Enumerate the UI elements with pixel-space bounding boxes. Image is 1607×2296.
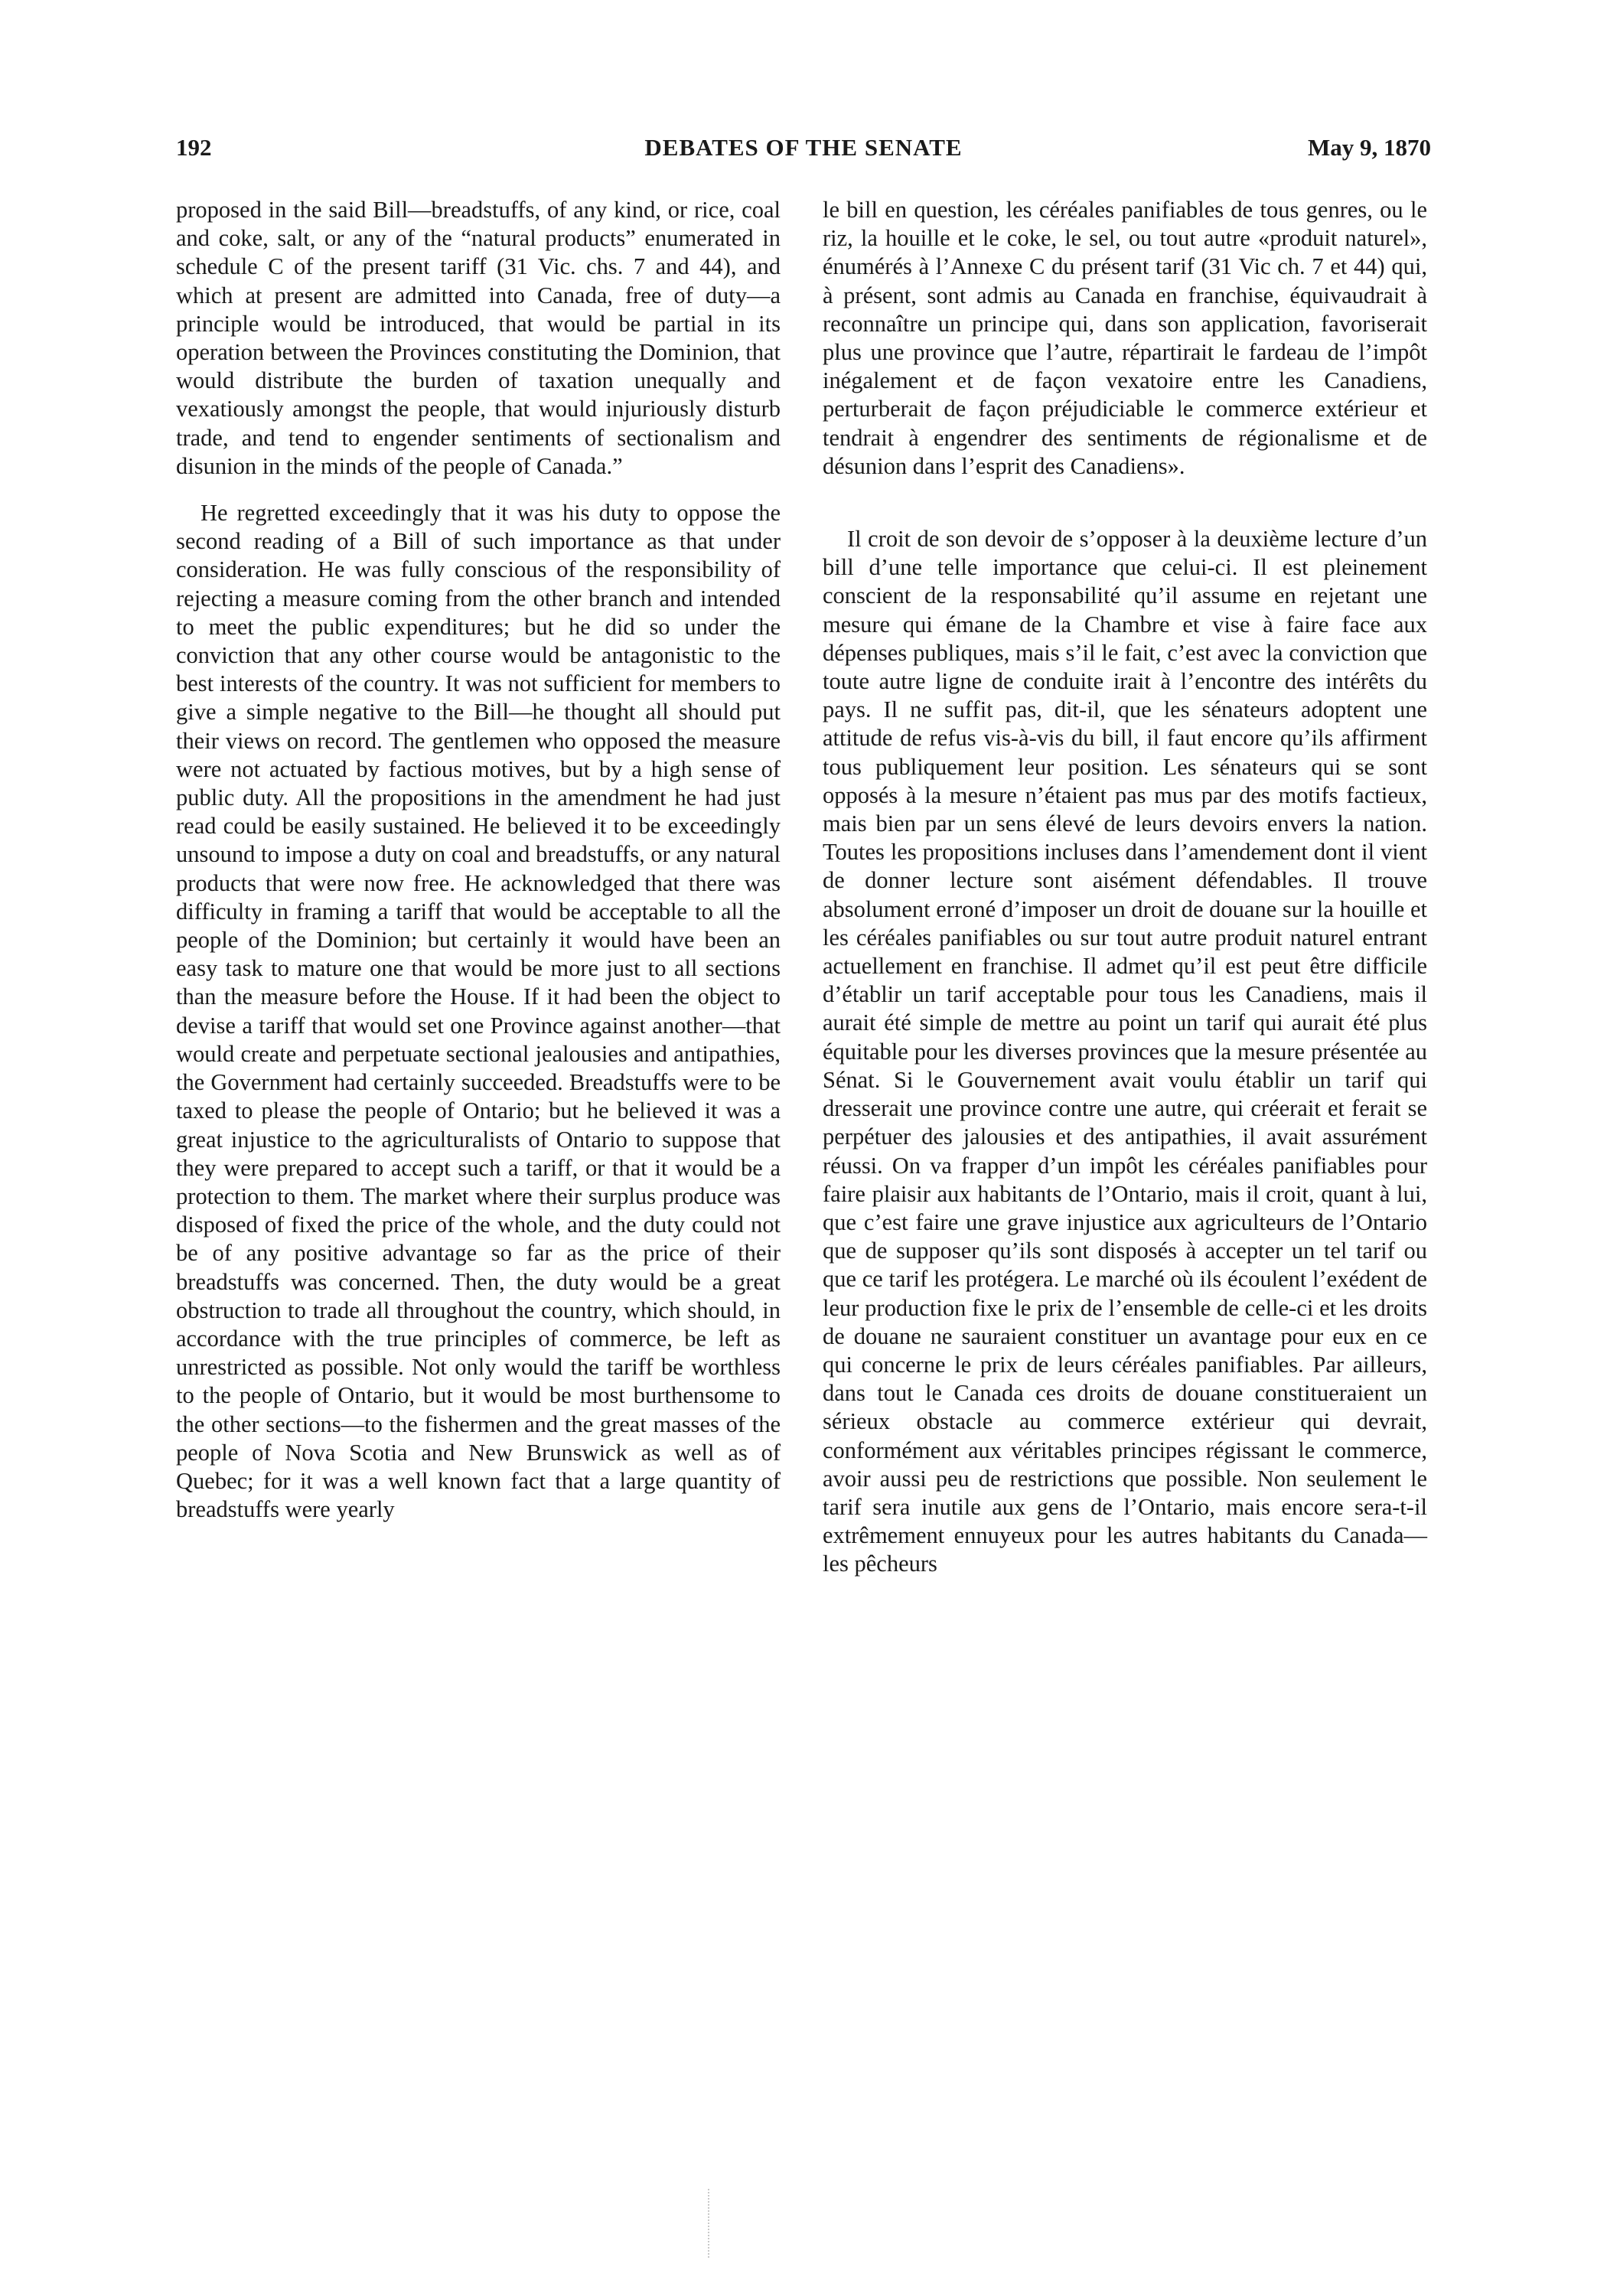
english-paragraph-2: He regretted exceedingly that it was his duty to oppose the second reading of a Bill of such importance as that under consideration. He was fully conscious of the responsibility of rejecting a measure coming from the other branch and intended to meet the public expenditures; but he did so under the conviction that any other course would be antagonistic to the best interests of the country. It was not sufficient for members to give a simple negative to the Bill—he thought all should put their views on record. The gentlemen who opposed the measure were not actuated by factious motives, but by a high sense of public duty. All the propositions in the amendment he had just read could be easily sustained. He believed it to be exceedingly unsound to impose a duty on coal and breadstuffs, or any natural products that were now free. He acknowledged that there was difficulty in framing a tariff that would be acceptable to all the people of the Dominion; but certainly it would have been an easy task to mature one that would be more just to all sections than the measure before the House. If it had been the object to devise a tariff that would set one Province against another—that would create and perpetuate sectional jealousies and antipathies, the Government had certainly succeeded. Breadstuffs were to be taxed to please the people of Ontario; but he believed it was a great injustice to the agriculturalists of Ontario to suppose that they were prepared to accept such a tariff, or that it would be a protection to them. The market where their surplus produce was disposed of fixed the price of the whole, and the duty could not be of any positive advantage so far as the price of their breadstuffs was concerned. Then, the duty would be a great obstruction to trade all throughout the country, which should, in accordance with the true principles of commerce, be left as unrestricted as possible. Not only would the tariff be worthless to the people of Ontario, but it would be most burthensome to the other sections—to the fishermen and the great masses of the people of Nova Scotia and New Brunswick as well as of Quebec; for it was a well known fact that a large quantity of breadstuffs were yearly xyxy=(176,500,781,1523)
page-header xyxy=(176,129,1431,167)
french-column xyxy=(823,196,1427,1579)
french-paragraph-2: Il croit de son devoir de s’opposer à la deuxième lecture d’un bill d’une telle importance que celui-ci. Il est pleinement conscient de la responsabilité qu’il assume en rejetant une mesure qui émane de la Chambre et vise à faire face aux dépenses publiques, mais s’il le fait, c’est avec la conviction que toute autre ligne de conduite irait à l’encontre des intérêts du pays. Il ne suffit pas, dit-il, que les sénateurs adoptent une attitude de refus vis-à-vis du bill, il faut encore qu’ils affirment tous publiquement leur position. Les sénateurs qui se sont opposés à la mesure n’étaient pas mus par des motifs factieux, mais bien par un sens élevé de leurs devoirs envers la nation. Toutes les propositions incluses dans l’amendement dont il vient de donner lecture sont aisément défendables. Il trouve absolument erroné d’imposer un droit de douane sur la houille et les céréales panifiables ou sur tout autre produit naturel entrant actuellement en franchise. Il admet qu’il est peut être difficile d’établir un tarif acceptable pour tous les Canadiens, mais il aurait été simple de mettre au point un tarif qui aurait été plus équitable pour les diverses provinces que la mesure présentée au Sénat. Si le Gouvernement avait voulu établir un tarif qui dresserait une province contre une autre, qui créerait et ferait se perpétuer des jalousies et des antipathies, il avait assurément réussi. On va frapper d’un impôt les céréales panifiables pour faire plaisir aux habitants de l’Ontario, mais il croit, quant à lui, que c’est faire une grave injustice aux agriculteurs de l’Ontario que de supposer qu’ils sont disposés à accepter un tel tarif ou que ce tarif les protégera. Le marché où ils écoulent l’exédent de leur production fixe le prix de l’ensemble de celle-ci et les droits de douane ne sauraient constituer un avantage pour eux en ce qui concerne le prix de leurs céréales panifiables. Par ailleurs, dans tout le Canada ces droits de douane constitueraient un sérieux obstacle au commerce extérieur qui devrait, conformément aux véritables principes régissant le commerce, avoir aussi peu de restrictions que possible. Non seulement le tarif sera inutile aux gens de l’Ontario, mais encore sera-t-il extrêmement ennuyeux pour les autres habitants du Canada—les pêcheurs xyxy=(823,526,1427,1577)
french-paragraph-1: le bill en question, les céréales panifiables de tous genres, ou le riz, la houille et le coke, le sel, ou tout autre «produit naturel», énumérés à l’Annexe C du présent tarif (31 Vic ch. 7 et 44) qui, à présent, sont admis au Canada en franchise, équivaudrait à reconnaître un principe qui, dans son application, favoriserait plus une province que l’autre, répartirait le fardeau de l’impôt inégalement et de façon vexatoire entre les Canadiens, perturberait de façon préjudiciable le commerce extérieur et tendrait à engendrer des sentiments de régionalisme et de désunion dans l’esprit des Canadiens». xyxy=(823,197,1427,479)
english-paragraph-1: proposed in the said Bill—breadstuffs, of any kind, or rice, coal and coke, salt, or any of the “natural products” enumerated in schedule C of the present tariff (31 Vic. chs. 7 and 44), and which at present are admitted into Canada, free of duty—a principle would be introduced, that would be partial in its operation between the Provinces constituting the Dominion, that would distribute the burden of taxation unequally and vexatiously amongst the people, that would injuriously disturb trade, and tend to engender sentiments of sectionalism and disunion in the minds of the people of Canada.” xyxy=(176,197,781,479)
header-date: May 9, 1870 xyxy=(1307,134,1431,161)
page-number: 192 xyxy=(176,134,212,161)
running-title: DEBATES OF THE SENATE xyxy=(644,134,963,161)
scan-gutter-mark xyxy=(708,2189,711,2258)
english-column xyxy=(176,196,781,1524)
